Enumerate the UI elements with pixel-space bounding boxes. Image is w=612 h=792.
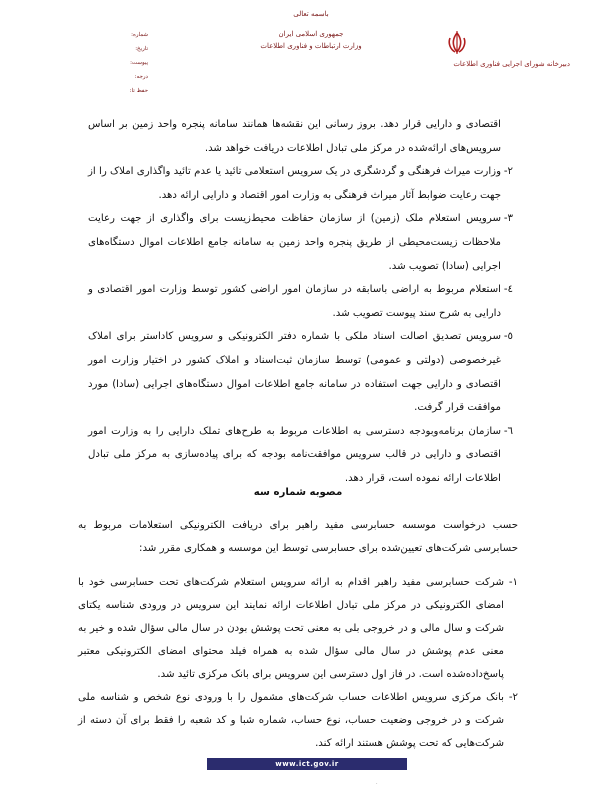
meta-number-label: شماره: — [131, 32, 148, 38]
item-text: بانک مرکزی سرویس اطلاعات حساب شرکت‌های مشمول را با ورودی نوع شخص و شناسه ملی شرکت و در خروجی وضعیت حساب، نوع حساب، شماره شبا و کد شعبه را فقط برای آن دسته از شرکت‌هایی که تحت پوشش هستند ارائه کند. — [78, 692, 504, 750]
meta-date-label: تاریخ: — [135, 46, 148, 52]
item-number: ٤- — [503, 284, 513, 296]
list-item — [88, 160, 513, 207]
item-number: ٦- — [503, 425, 513, 437]
item-text: سرویس تصدیق اصالت اسناد ملکی با شماره دفتر الکترونیکی و سرویس کاداستر برای املاک غیرخصوصی (دولتی و عمومی) توسط سازمان ثبت‌اسناد و املاک کشور در اختیار وزارت امور اقتصادی و دارایی جهت استفاده در سامانه جامع اطلاعات اموال دستگاه‌های اجرایی (سادا) مورد موافقت قرار گرفت. — [88, 331, 501, 414]
continuation-paragraph: اقتصادی و دارایی قرار دهد. بروز رسانی این نقشه‌ها همانند سامانه پنجره واحد زمین بر اساس سرویس‌های ارائه‌شده در مرکز ملی تبادل اطلاعات دریافت خواهد شد. — [88, 119, 501, 154]
list-item — [88, 325, 513, 419]
item-text: سرویس استعلام ملک (زمین) از سازمان حفاظت محیط‌زیست برای واگذاری از جهت رعایت ملاحظات زیست‌محیطی از طریق پنجره واحد زمین به سامانه جامع اطلاعات اموال دستگاه‌های اجرایی (سادا) تصویب شد. — [88, 213, 501, 272]
item-number: ١- — [508, 576, 518, 588]
organization-name: دبیرخانه شورای اجرایی فناوری اطلاعات — [453, 60, 570, 68]
item-text: شرکت حسابرسی مفید راهبر اقدام به ارائه سرویس استعلام شرکت‌های تحت حسابرسی خود با امضای الکترونیکی در مرکز ملی تبادل اطلاعات ارائه نمایند این سرویس در ورودی شناسه یکتای شرکت و سال مالی و در خروجی بلی به معنی تحت پوشش بودن در سال مالی سؤال شده و خیر به معنی عدم پوشش در سال مالی سؤال شده به همراه فیلد محتوای امضای الکترونیکی معتبر پاسخ‌داده‌شده است. در فاز اول دسترسی این سرویس برای بانک مرکزی تائید شد. — [78, 576, 504, 681]
list-item — [88, 278, 513, 325]
republic-name: جمهوری اسلامی ایران — [278, 30, 344, 38]
item-text: استعلام مربوط به اراضی باسابقه در سازمان امور اراضی کشور توسط وزارت امور اقتصادی و دارایی به شرح سند پیوست تصویب شد. — [88, 284, 501, 319]
bismillah-text: باسمه تعالی — [293, 10, 329, 18]
letter-meta — [108, 28, 148, 98]
meta-grade-label: درجه: — [134, 74, 148, 80]
page-mark: . — [376, 780, 378, 786]
iran-emblem-icon — [446, 30, 468, 56]
meta-attachment-label: پیوست: — [130, 60, 148, 66]
item-text: سازمان برنامه‌وبودجه دسترسی به اطلاعات مربوط به طرح‌های تملک دارایی را به وزارت امور اقتصادی و دارایی در قالب سرویس موافقت‌نامه بودجه که برای پیاده‌سازی به مرکز ملی تبادل اطلاعات ارائه نموده است، قرار دهد. — [88, 425, 501, 484]
item-number: ٢- — [508, 692, 518, 704]
document-body — [88, 113, 513, 491]
resolution-three — [78, 481, 518, 755]
item-number: ٥- — [503, 331, 513, 343]
list-item — [88, 420, 513, 491]
section-intro: حسب درخواست موسسه حسابرسی مفید راهبر برای دریافت الکترونیکی استعلامات مربوط به حسابرسی شرکت‌های تعیین‌شده برای حسابرسی توسط این موسسه و همکاری مقرر شد: — [78, 520, 518, 555]
letterhead — [0, 0, 612, 92]
list-item — [78, 571, 518, 686]
website-footer: www.ict.gov.ir — [207, 758, 407, 770]
item-text: وزارت میراث فرهنگی و گردشگری در یک سرویس استعلامی تائید یا عدم تائید واگذاری املاک را از جهت رعایت ضوابط آثار میراث فرهنگی به وزارت امور اقتصاد و دارایی ارائه دهد. — [88, 166, 501, 201]
list-item — [88, 207, 513, 278]
ministry-name: وزارت ارتباطات و فناوری اطلاعات — [260, 42, 362, 50]
list-item — [78, 686, 518, 755]
section-title: مصوبه شماره سه — [253, 487, 343, 498]
meta-keep-label: حفظ تا: — [129, 88, 148, 94]
item-number: ٢- — [503, 166, 513, 178]
letterhead-center — [236, 10, 386, 50]
item-number: ٣- — [503, 213, 513, 225]
